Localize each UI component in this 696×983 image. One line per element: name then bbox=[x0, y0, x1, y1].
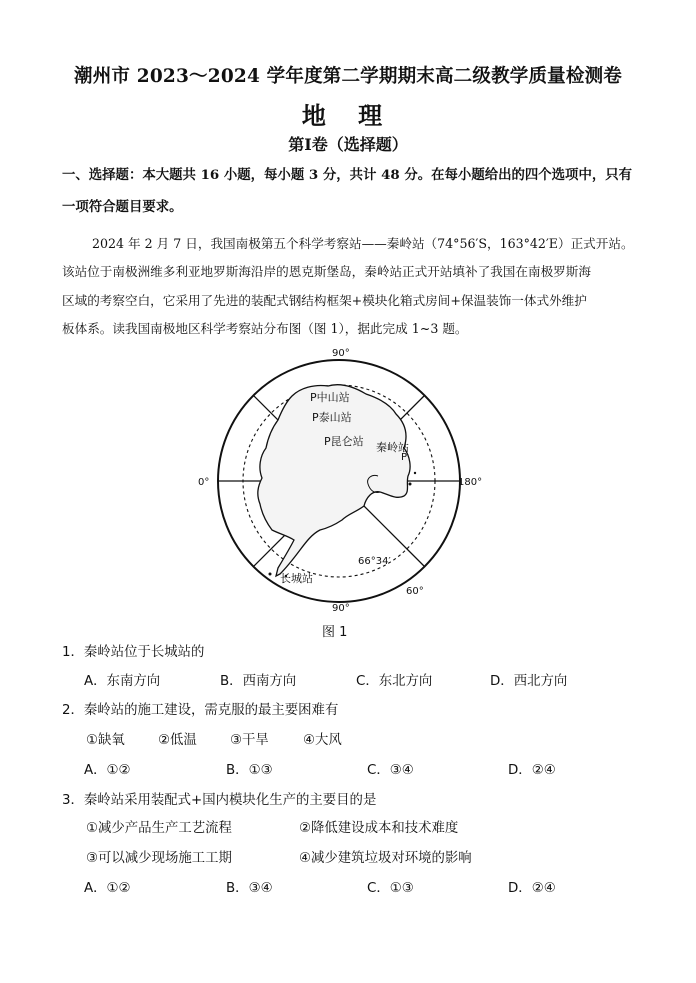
question-2-item-1: ①缺氧 bbox=[86, 733, 125, 748]
antarctica-station-map bbox=[196, 344, 496, 614]
passage-line-4: 板体系。读我国南极地区科学考察站分布图（图 1），据此完成 1~3 题。 bbox=[62, 321, 468, 336]
question-3-item-2: ②降低建设成本和技术难度 bbox=[299, 821, 459, 836]
question-2-option-a[interactable]: A．①② bbox=[84, 763, 131, 778]
passage-line-3: 区域的考察空白，它采用了先进的装配式钢结构框架+模块化箱式房间+保温装饰一体式外维护 bbox=[62, 293, 587, 308]
station-changcheng: 长城站 bbox=[280, 572, 313, 585]
station-qinling: 秦岭站 bbox=[376, 441, 409, 454]
section-title: 第Ⅰ卷（选择题） bbox=[288, 135, 408, 154]
question-3-option-a[interactable]: A．①② bbox=[84, 881, 131, 896]
question-3-item-4: ④减少建筑垃圾对环境的影响 bbox=[299, 851, 472, 866]
passage-line-1: 2024 年 2 月 7 日，我国南极第五个科学考察站——秦岭站（74°56′S，163°42′E）正式开站。 bbox=[92, 236, 634, 251]
label-top-90: 90° bbox=[332, 348, 350, 359]
question-3-stem: 3．秦岭站采用装配式+国内模块化生产的主要目的是 bbox=[62, 793, 377, 808]
instruction-line-2: 一项符合题目要求。 bbox=[62, 199, 183, 215]
question-3-item-1: ①减少产品生产工艺流程 bbox=[86, 821, 232, 836]
passage-line-2: 该站位于南极洲维多利亚地罗斯海沿岸的恩克斯堡岛，秦岭站正式开站填补了我国在南极罗斯海 bbox=[62, 264, 591, 279]
question-2-item-3: ③干旱 bbox=[230, 733, 269, 748]
station-zhongshan: P中山站 bbox=[310, 391, 350, 404]
label-right-180: 180° bbox=[458, 477, 483, 488]
subject-title: 地 理 bbox=[301, 101, 395, 130]
question-3-option-d[interactable]: D．②④ bbox=[508, 881, 556, 896]
instruction-line-1: 一、选择题：本大题共 16 小题，每小题 3 分，共计 48 分。在每小题给出的四个选项中，只有 bbox=[62, 167, 633, 183]
question-1-option-c[interactable]: C．东北方向 bbox=[356, 674, 433, 689]
question-1-option-a[interactable]: A．东南方向 bbox=[84, 674, 161, 689]
station-taishan: P泰山站 bbox=[312, 411, 352, 424]
label-bottom-90: 90° bbox=[332, 603, 350, 614]
question-2-option-b[interactable]: B．①③ bbox=[226, 763, 273, 778]
question-2-option-c[interactable]: C．③④ bbox=[367, 763, 414, 778]
question-2-option-d[interactable]: D．②④ bbox=[508, 763, 556, 778]
label-lat-66: 66°34′ bbox=[358, 556, 391, 567]
question-3-option-b[interactable]: B．③④ bbox=[226, 881, 273, 896]
label-left-0: 0° bbox=[198, 477, 210, 488]
question-2-item-2: ②低温 bbox=[158, 733, 197, 748]
question-3-option-c[interactable]: C．①③ bbox=[367, 881, 414, 896]
question-1-option-d[interactable]: D．西北方向 bbox=[490, 674, 568, 689]
station-kunlun: P昆仑站 bbox=[324, 435, 364, 448]
question-2-item-4: ④大风 bbox=[303, 733, 342, 748]
question-2-stem: 2．秦岭站的施工建设，需克服的最主要困难有 bbox=[62, 703, 339, 718]
exam-title: 潮州市 2023～2024 学年度第二学期期末高二级教学质量检测卷 bbox=[74, 66, 622, 87]
label-lat-60: 60° bbox=[406, 586, 424, 597]
question-1-stem: 1．秦岭站位于长城站的 bbox=[62, 645, 205, 660]
station-qinling-marker: P bbox=[401, 452, 408, 463]
question-1-option-b[interactable]: B．西南方向 bbox=[220, 674, 297, 689]
map-caption: 图 1 bbox=[322, 625, 348, 640]
question-3-item-3: ③可以减少现场施工工期 bbox=[86, 851, 232, 866]
